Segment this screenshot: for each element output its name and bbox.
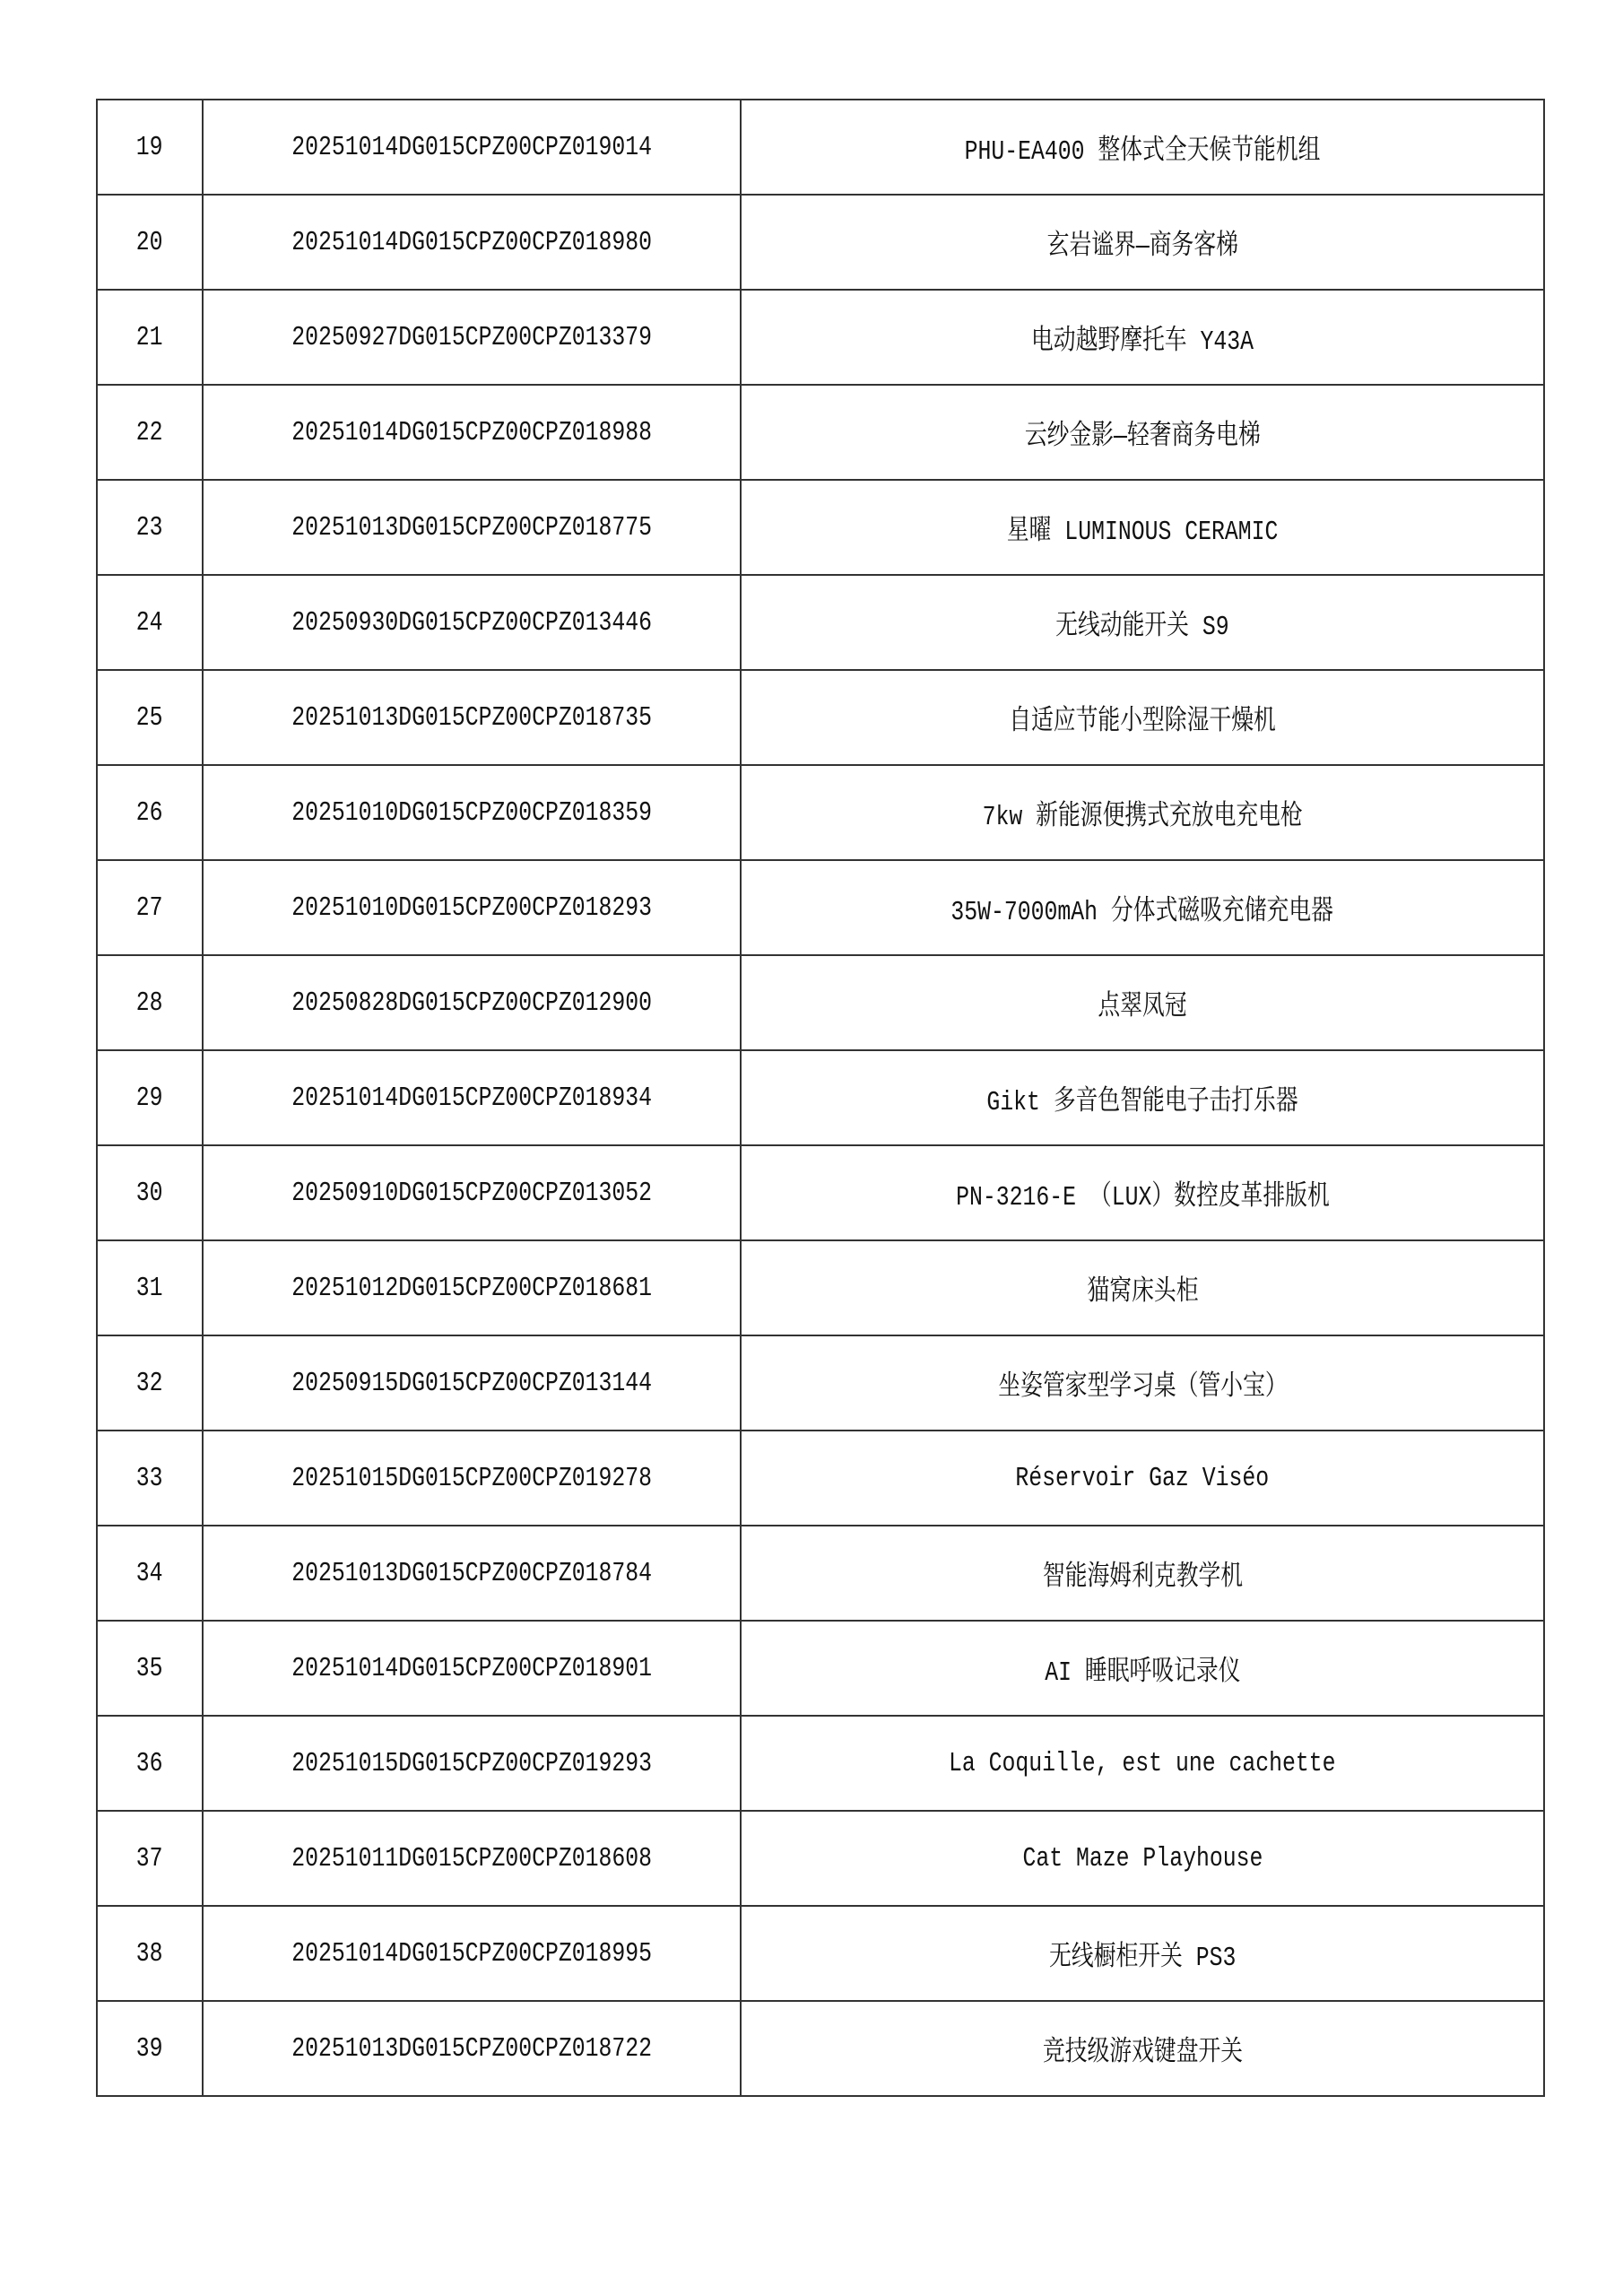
product-name: 猫窝床头柜 — [741, 1240, 1544, 1335]
table-row — [97, 1050, 1544, 1145]
row-number: 33 — [97, 1431, 203, 1526]
table-row — [97, 385, 1544, 480]
product-code: 20250828DG015CPZ00CPZ012900 — [203, 955, 741, 1050]
table-row — [97, 1716, 1544, 1811]
table-row — [97, 670, 1544, 765]
product-code: 20251014DG015CPZ00CPZ018980 — [203, 195, 741, 290]
row-number: 35 — [97, 1621, 203, 1716]
product-code: 20251010DG015CPZ00CPZ018359 — [203, 765, 741, 860]
row-number: 39 — [97, 2001, 203, 2096]
row-number: 28 — [97, 955, 203, 1050]
product-code: 20251014DG015CPZ00CPZ018934 — [203, 1050, 741, 1145]
product-code: 20251014DG015CPZ00CPZ019014 — [203, 100, 741, 195]
row-number: 25 — [97, 670, 203, 765]
table-row — [97, 1335, 1544, 1431]
product-name: 点翠凤冠 — [741, 955, 1544, 1050]
product-code: 20250910DG015CPZ00CPZ013052 — [203, 1145, 741, 1240]
row-number: 23 — [97, 480, 203, 575]
table-row — [97, 480, 1544, 575]
row-number: 27 — [97, 860, 203, 955]
product-name: 无线动能开关 S9 — [741, 575, 1544, 670]
product-name: 7kw 新能源便携式充放电充电枪 — [741, 765, 1544, 860]
product-code: 20251013DG015CPZ00CPZ018735 — [203, 670, 741, 765]
table-row — [97, 1145, 1544, 1240]
product-code: 20251014DG015CPZ00CPZ018988 — [203, 385, 741, 480]
product-name: 云纱金影—轻奢商务电梯 — [741, 385, 1544, 480]
product-code: 20250930DG015CPZ00CPZ013446 — [203, 575, 741, 670]
table-row — [97, 1906, 1544, 2001]
table-row — [97, 1240, 1544, 1335]
product-name: 自适应节能小型除湿干燥机 — [741, 670, 1544, 765]
table-row — [97, 860, 1544, 955]
row-number: 32 — [97, 1335, 203, 1431]
product-code: 20251011DG015CPZ00CPZ018608 — [203, 1811, 741, 1906]
product-code: 20251013DG015CPZ00CPZ018784 — [203, 1526, 741, 1621]
row-number: 37 — [97, 1811, 203, 1906]
row-number: 22 — [97, 385, 203, 480]
product-name: PHU-EA400 整体式全天候节能机组 — [741, 100, 1544, 195]
product-name: PN-3216-E （LUX）数控皮革排版机 — [741, 1145, 1544, 1240]
product-code: 20251015DG015CPZ00CPZ019278 — [203, 1431, 741, 1526]
row-number: 36 — [97, 1716, 203, 1811]
product-name: 智能海姆利克教学机 — [741, 1526, 1544, 1621]
row-number: 21 — [97, 290, 203, 385]
row-number: 38 — [97, 1906, 203, 2001]
product-code: 20251010DG015CPZ00CPZ018293 — [203, 860, 741, 955]
table-row — [97, 1621, 1544, 1716]
row-number: 19 — [97, 100, 203, 195]
product-name: 无线橱柜开关 PS3 — [741, 1906, 1544, 2001]
table-row — [97, 1811, 1544, 1906]
table-row — [97, 575, 1544, 670]
row-number: 24 — [97, 575, 203, 670]
row-number: 29 — [97, 1050, 203, 1145]
row-number: 34 — [97, 1526, 203, 1621]
product-name: 电动越野摩托车 Y43A — [741, 290, 1544, 385]
product-code: 20251014DG015CPZ00CPZ018995 — [203, 1906, 741, 2001]
table-body — [97, 100, 1544, 2096]
table-row — [97, 765, 1544, 860]
product-name: 星曜 LUMINOUS CERAMIC — [741, 480, 1544, 575]
product-name: 坐姿管家型学习桌（管小宝） — [741, 1335, 1544, 1431]
product-name: Cat Maze Playhouse — [741, 1811, 1544, 1906]
product-name: Gikt 多音色智能电子击打乐器 — [741, 1050, 1544, 1145]
product-code: 20251012DG015CPZ00CPZ018681 — [203, 1240, 741, 1335]
product-code: 20251015DG015CPZ00CPZ019293 — [203, 1716, 741, 1811]
product-code: 20251014DG015CPZ00CPZ018901 — [203, 1621, 741, 1716]
product-code: 20250927DG015CPZ00CPZ013379 — [203, 290, 741, 385]
product-name: AI 睡眠呼吸记录仪 — [741, 1621, 1544, 1716]
product-name: 35W-7000mAh 分体式磁吸充储充电器 — [741, 860, 1544, 955]
product-list-table — [96, 99, 1545, 2097]
product-code: 20251013DG015CPZ00CPZ018722 — [203, 2001, 741, 2096]
table-row — [97, 290, 1544, 385]
product-name: 竞技级游戏键盘开关 — [741, 2001, 1544, 2096]
row-number: 20 — [97, 195, 203, 290]
table-row — [97, 1526, 1544, 1621]
table-row — [97, 2001, 1544, 2096]
product-code: 20251013DG015CPZ00CPZ018775 — [203, 480, 741, 575]
product-name: Réservoir Gaz Viséo — [741, 1431, 1544, 1526]
product-name: 玄岩谧界—商务客梯 — [741, 195, 1544, 290]
row-number: 30 — [97, 1145, 203, 1240]
table-row — [97, 195, 1544, 290]
row-number: 26 — [97, 765, 203, 860]
product-code: 20250915DG015CPZ00CPZ013144 — [203, 1335, 741, 1431]
table-row — [97, 100, 1544, 195]
row-number: 31 — [97, 1240, 203, 1335]
table-row — [97, 1431, 1544, 1526]
product-name: La Coquille, est une cachette — [741, 1716, 1544, 1811]
table-row — [97, 955, 1544, 1050]
